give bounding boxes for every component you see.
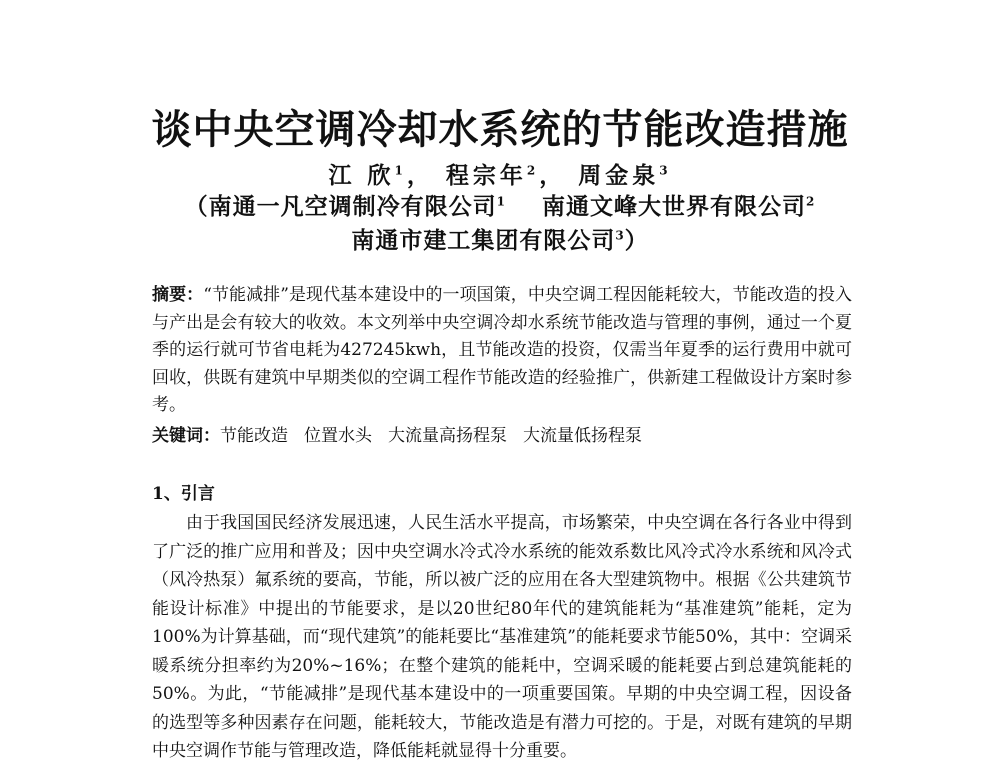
abstract: [152, 282, 852, 420]
affiliation-open-paren: （: [184, 193, 209, 220]
affiliation-mark: 3: [615, 228, 625, 243]
abstract-label: 摘要：: [152, 285, 204, 305]
keyword-item: 节能改造: [220, 426, 288, 446]
keyword-item: 位置水头: [304, 426, 372, 446]
author-separator: ，: [539, 162, 567, 189]
abstract-text: “节能减排”是现代基本建设中的一项国策，中央空调工程因能耗较大，节能改造的投入与产出是会有较大的收效。本文列举中央空调冷却水系统节能改造与管理的事例，通过一个夏季的运行就可节省电耗为427245kwh，且节能改造的投资，仅需当年夏季的运行费用中就可回收，供既有建筑中早期类似的空调工程作节能改造的经验推广，供新建工程做设计方案时参考。: [152, 285, 853, 416]
keywords: [152, 423, 852, 450]
author-mark: 2: [526, 163, 540, 178]
section-heading: 1、引言: [152, 484, 215, 504]
author-mark: 1: [394, 163, 407, 178]
affiliation-name: 南通文峰大世界有限公司: [542, 193, 807, 220]
affiliation-close-paren: ）: [624, 227, 649, 254]
author-name: 江 欣: [328, 162, 395, 189]
affiliation-line-1: [0, 191, 1000, 223]
affiliation-line-2: [0, 225, 1000, 257]
author-mark: 3: [659, 163, 672, 178]
affiliation-mark: 1: [496, 194, 506, 209]
affiliation-mark: 2: [806, 194, 816, 209]
author-name: 程宗年: [445, 162, 527, 189]
keyword-item: 大流量高扬程泵: [388, 426, 507, 446]
paper-title: 谈中央空调冷却水系统的节能改造措施: [151, 106, 849, 153]
affiliation-name: 南通市建工集团有限公司: [351, 227, 616, 254]
section-paragraph: 由于我国国民经济发展迅速，人民生活水平提高，市场繁荣，中央空调在各行各业中得到了广泛的推广应用和普及；因中央空调水冷式冷水系统的能效系数比风冷式冷水系统和风冷式（风冷热泵）氟系统的要高，节能，所以被广泛的应用在各大型建筑物中。根据《公共建筑节能设计标准》中提出的节能要求，是以20世纪80年代的建筑能耗为“基准建筑”能耗，定为100%为计算基础，而“现代建筑”的能耗要比“基准建筑”的能耗要求节能50%，其中：空调采暖系统分担率约为20%~16%；在整个建筑的能耗中，空调采暖的能耗要占到总建筑能耗的50%。为此，“节能减排”是现代基本建设中的一项重要国策。早期的中央空调工程，因设备的选型等多种因素存在问题，能耗较大，节能改造是有潜力可挖的。于是，对既有建筑的早期中央空调作节能与管理改造，降低能耗就显得十分重要。: [152, 513, 852, 761]
author-line: [0, 160, 1000, 192]
author-name: 周金泉: [578, 162, 660, 189]
keywords-label: 关键词：: [152, 426, 220, 446]
affiliation-name: 南通一凡空调制冷有限公司: [208, 193, 497, 220]
author-separator: ，: [406, 162, 434, 189]
keyword-item: 大流量低扬程泵: [523, 426, 642, 446]
